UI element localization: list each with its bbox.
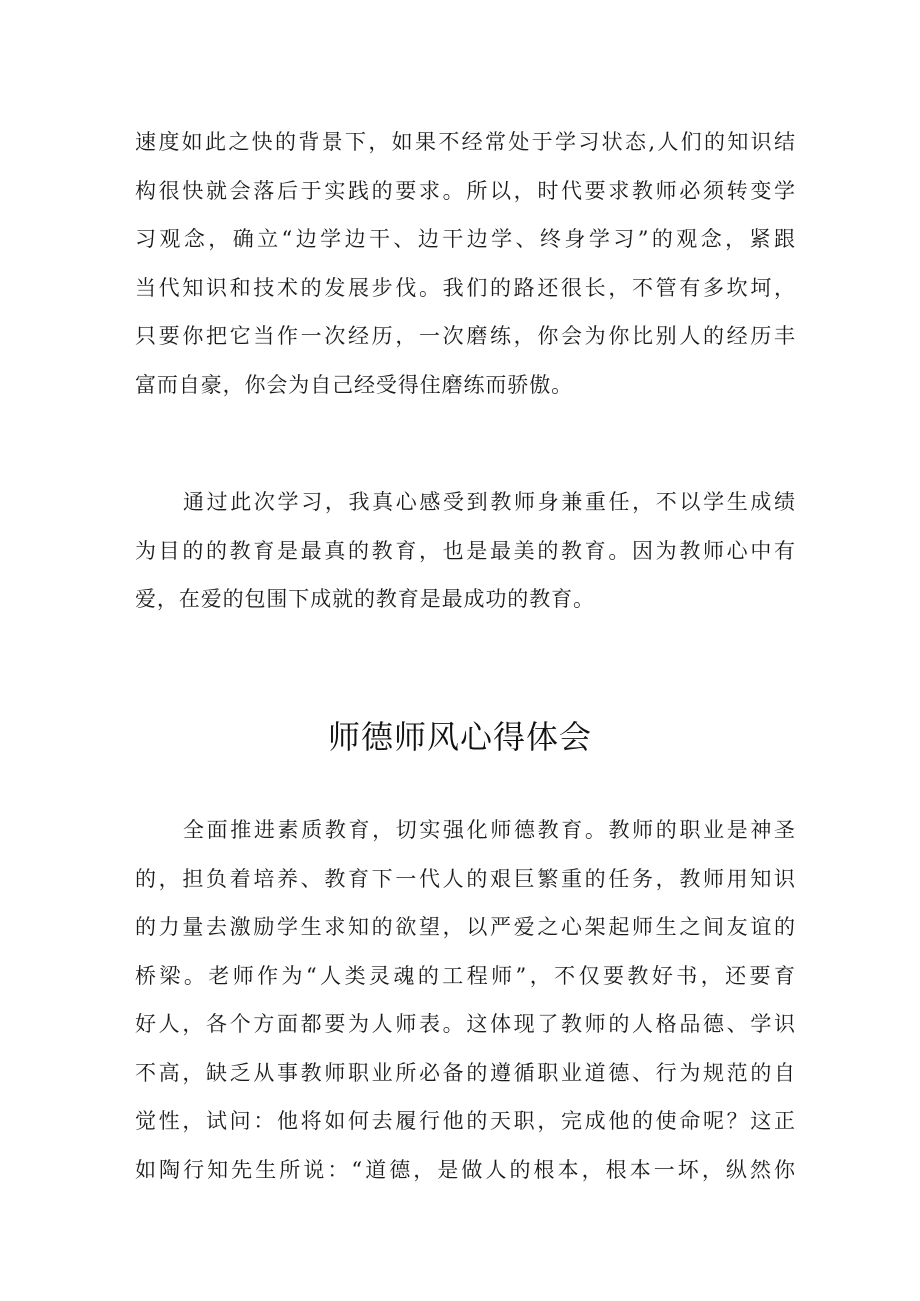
text-line: 习观念，确立“边学边干、边干边学、终身学习”的观念，紧跟 xyxy=(135,227,795,251)
text-line: 的，担负着培养、教育下一代人的艰巨繁重的任务，教师用知识 xyxy=(135,866,795,891)
text-line: 为目的的教育是最真的教育，也是最美的教育。因为教师心中有 xyxy=(135,538,795,563)
text-line: 富而自豪，你会为自己经受得住磨练而骄傲。 xyxy=(135,372,573,397)
paragraph-continuation xyxy=(135,118,795,409)
paragraph-reflection xyxy=(135,478,795,624)
text-line: 构很快就会落后于实践的要求。所以，时代要求教师必须转变学 xyxy=(135,178,795,203)
text-line: 觉性，试问：他将如何去履行他的天职，完成他的使命呢？这正 xyxy=(135,1109,795,1133)
text-line: 不高，缺乏从事教师职业所必备的遵循职业道德、行为规范的自 xyxy=(135,1060,795,1085)
text-line: 好人，各个方面都要为人师表。这体现了教师的人格品德、学识 xyxy=(135,1012,795,1036)
text-line: 爱，在爱的包围下成就的教育是最成功的教育。 xyxy=(135,587,595,611)
text-line: 只要你把它当作一次经历，一次磨练，你会为你比别人的经历丰 xyxy=(135,324,795,348)
text-line: 如陶行知先生所说：“道德，是做人的根本，根本一坏，纵然你 xyxy=(135,1157,795,1182)
text-line: 桥梁。老师作为“人类灵魂的工程师”，不仅要教好书，还要育 xyxy=(135,963,795,988)
document-title: 师德师风心得体会 xyxy=(327,718,592,756)
text-line: 通过此次学习，我真心感受到教师身兼重任，不以学生成绩 xyxy=(183,490,795,514)
text-line: 的力量去激励学生求知的欲望，以严爱之心架起师生之间友谊的 xyxy=(135,915,795,939)
paragraph-body xyxy=(135,806,795,1194)
text-line: 当代知识和技术的发展步伐。我们的路还很长，不管有多坎坷， xyxy=(135,275,795,300)
text-line: 全面推进素质教育，切实强化师德教育。教师的职业是神圣 xyxy=(183,818,795,842)
text-line: 速度如此之快的背景下，如果不经常处于学习状态,人们的知识结 xyxy=(135,130,795,154)
